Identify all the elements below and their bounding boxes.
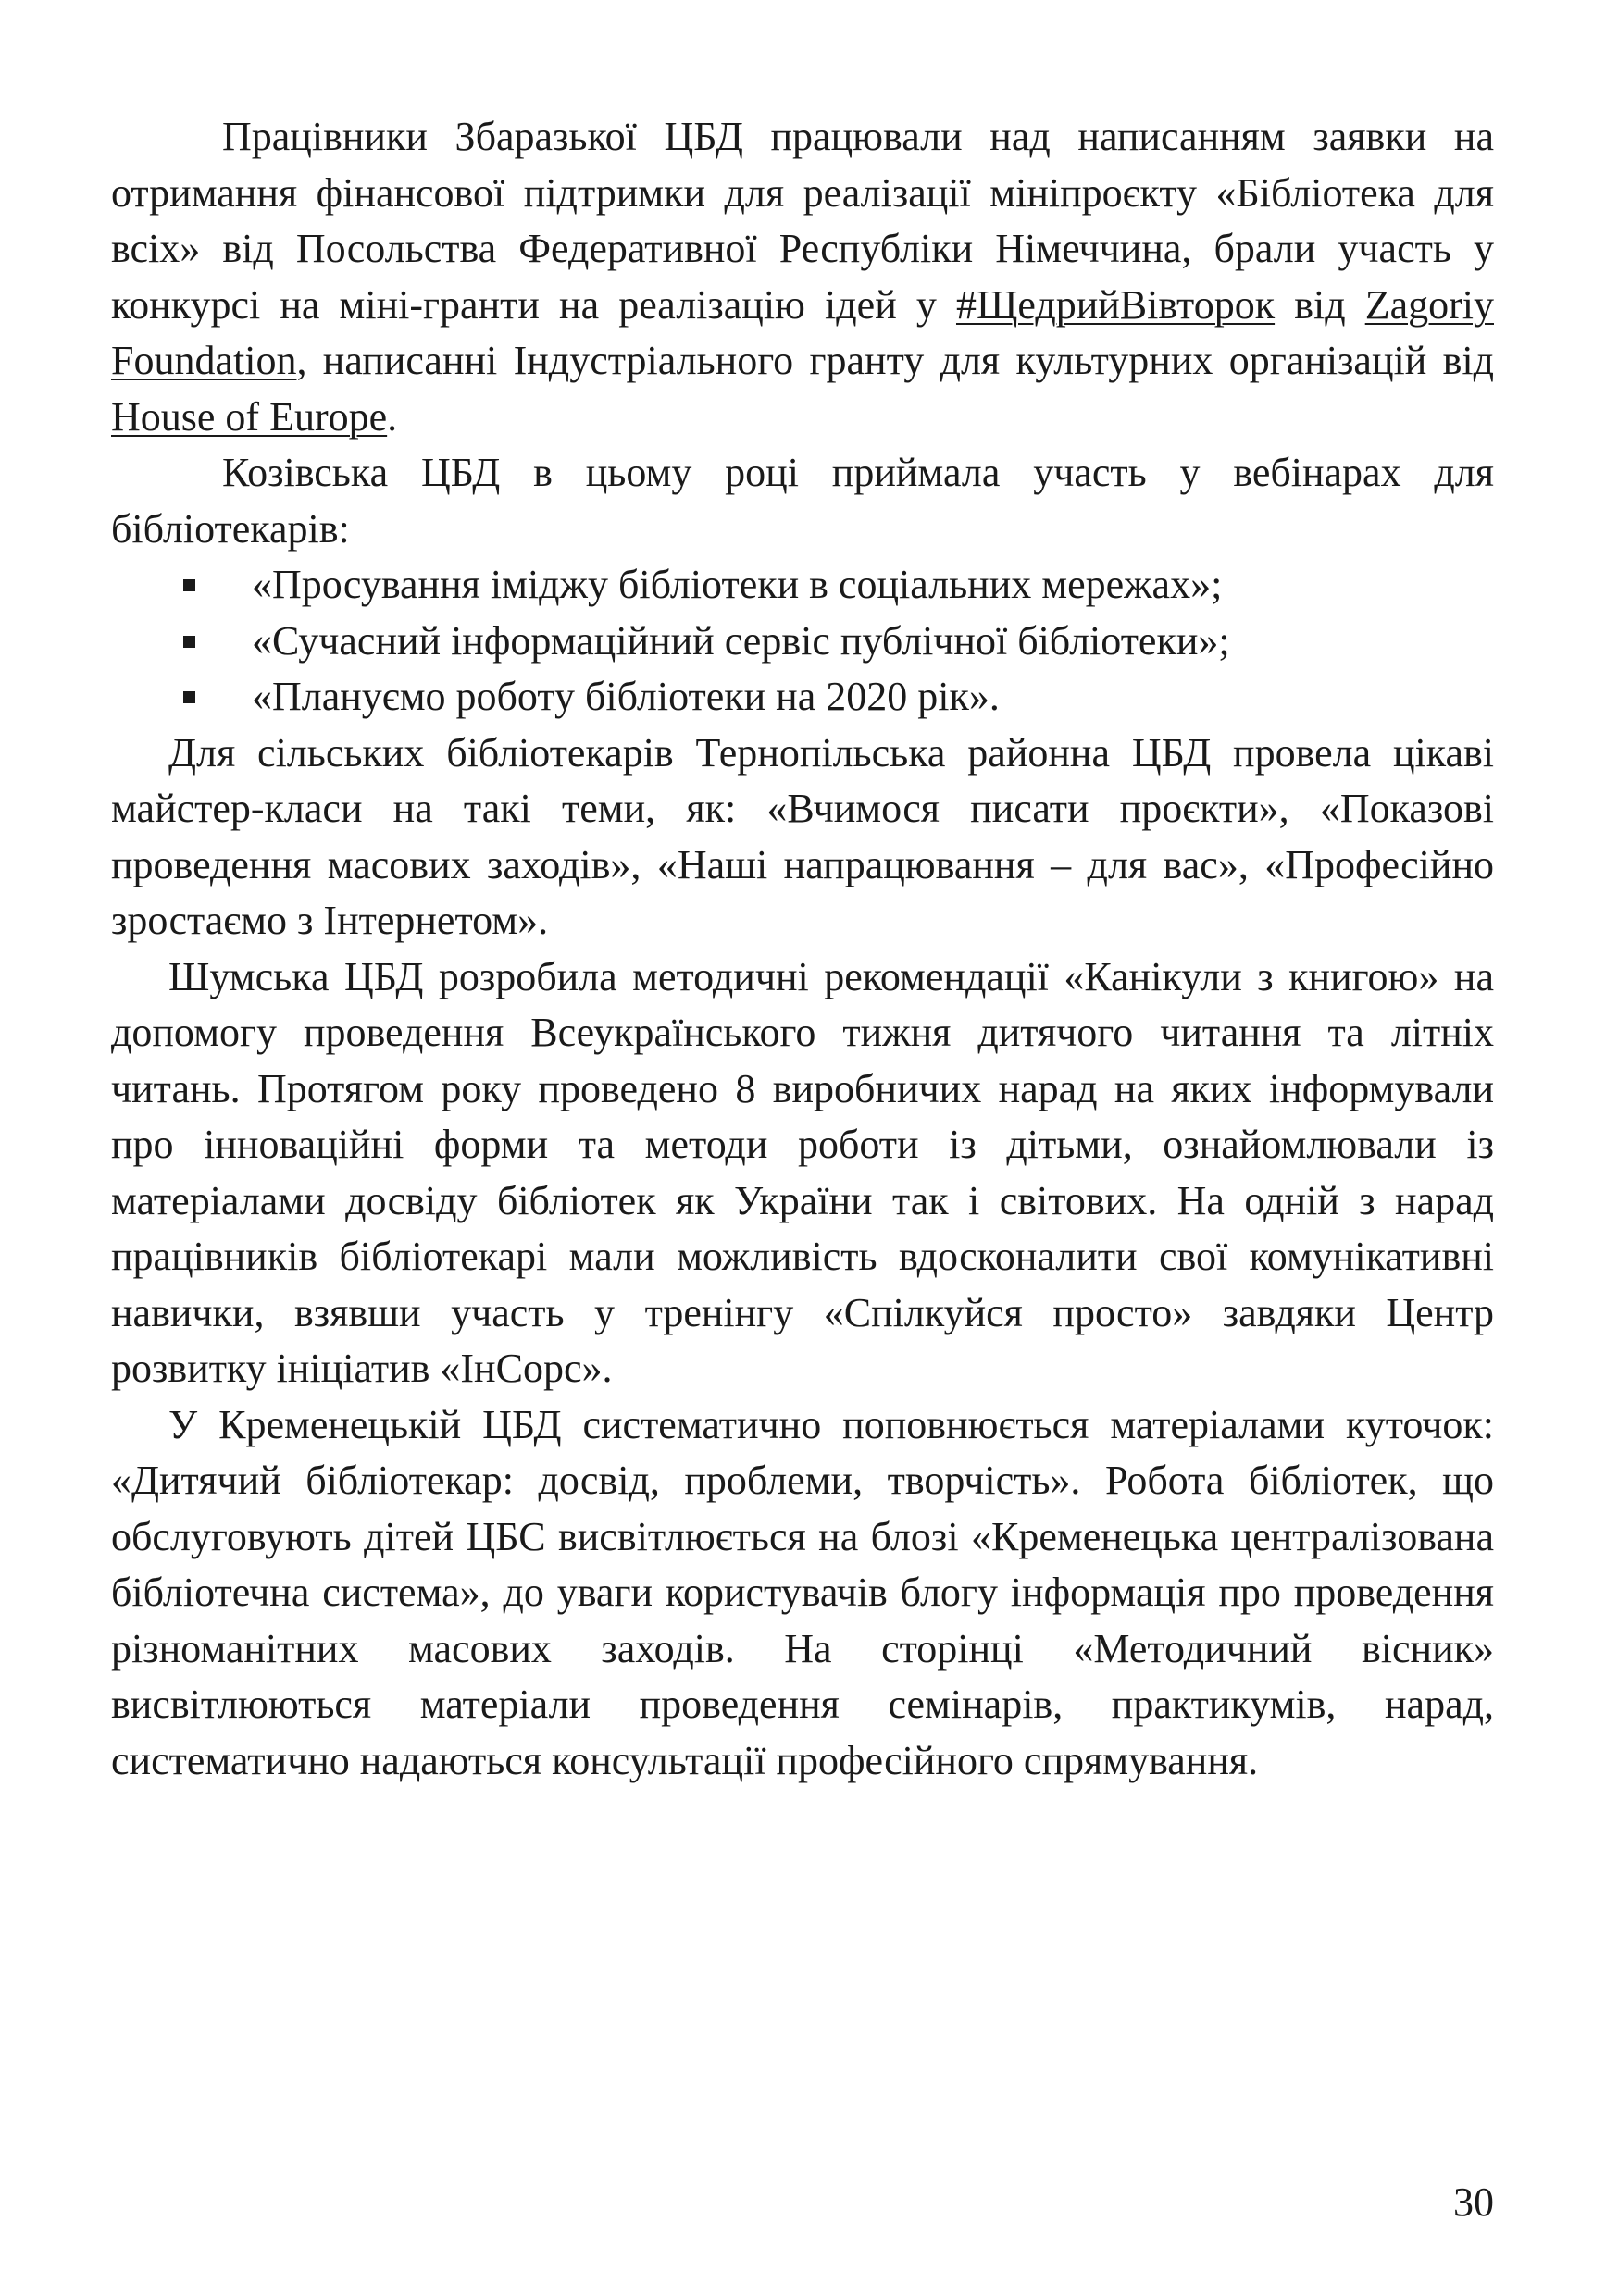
list-item (111, 557, 1494, 614)
link-zagoriy-foundation[interactable]: Zagoriy Foundation (111, 281, 1494, 383)
paragraph-zbarazh-text-3: , написанні Індустріального гранту для культурних організацій від (296, 338, 1494, 383)
document-page (111, 109, 1494, 1789)
paragraph-shumsk: Шумська ЦБД розробила методичні рекомендації «Канікули з книгою» на допомогу проведення Всеукраїнського тижня дитячого читання та літніх читань. Протягом року проведено 8 виробничих нарад на яких інформували про інноваційні форми та методи роботи із дітьми, ознайомлювали із матеріалами досвіду бібліотек як України так і світових. На одній з нарад працівників бібліотекарі мали можливість вдосконалити свої комунікативні навички, взявши участь у тренінгу «Спілкуйся просто» завдяки Центр розвитку ініціатив «ІнСорс». (111, 953, 1494, 1391)
page-number: 30 (1453, 2179, 1494, 2225)
list-item-text: «Просування іміджу бібліотеки в соціальних мережах»; (252, 562, 1223, 607)
square-bullet-icon (183, 579, 195, 591)
list-item (111, 669, 1494, 726)
paragraph-zbarazh-text-1: Працівники Збаразької ЦБД працювали над написанням заявки на отримання фінансової підтримки для реалізації мініпроєкту «Бібліотека для всіх» від Посольства Федеративної Республіки Німеччина, брали участь у конкурсі на міні-гранти на реалізацію ідей у (111, 114, 1494, 328)
paragraph-zbarazh-text-2: від (1275, 281, 1365, 328)
paragraph-kremenets: У Кременецькій ЦБД систематично поповнюється матеріалами куточок: «Дитячий бібліотекар: досвід, проблеми, творчість». Робота бібліотек, що обслуговують дітей ЦБС висвітлюється на блозі «Кременецька централізована бібліотечна система», до уваги користувачів блогу інформація про проведення різноманітних масових заходів. На сторінці «Методичний вісник» висвітлюються матеріали проведення семінарів, практикумів, нарад, систематично надаються консультації професійного спрямування. (111, 1401, 1494, 1783)
link-house-of-europe[interactable]: House of Europe (111, 393, 388, 440)
list-item-text: «Плануємо роботу бібліотеки на 2020 рік». (252, 674, 1000, 719)
paragraph-kozova: Козівська ЦБД в цьому році приймала участь у вебінарах для бібліотекарів: (111, 450, 1494, 552)
paragraph-zbarazh (111, 109, 1494, 445)
square-bullet-icon (183, 636, 195, 648)
webinar-list (111, 557, 1494, 726)
paragraph-ternopil: Для сільських бібліотекарів Тернопільська районна ЦБД провела цікаві майстер-класи на такі теми, як: «Вчимося писати проєкти», «Показові проведення масових заходів», «Наші напрацювання – для вас», «Професійно зростаємо з Інтернетом». (111, 729, 1494, 943)
square-bullet-icon (183, 691, 195, 703)
list-item (111, 614, 1494, 670)
paragraph-zbarazh-text-4: . (387, 393, 398, 440)
link-shchedryi-vivtorok[interactable]: #ЩедрийВівторок (955, 281, 1276, 328)
list-item-text: «Сучасний інформаційний сервіс публічної бібліотеки»; (252, 617, 1230, 664)
